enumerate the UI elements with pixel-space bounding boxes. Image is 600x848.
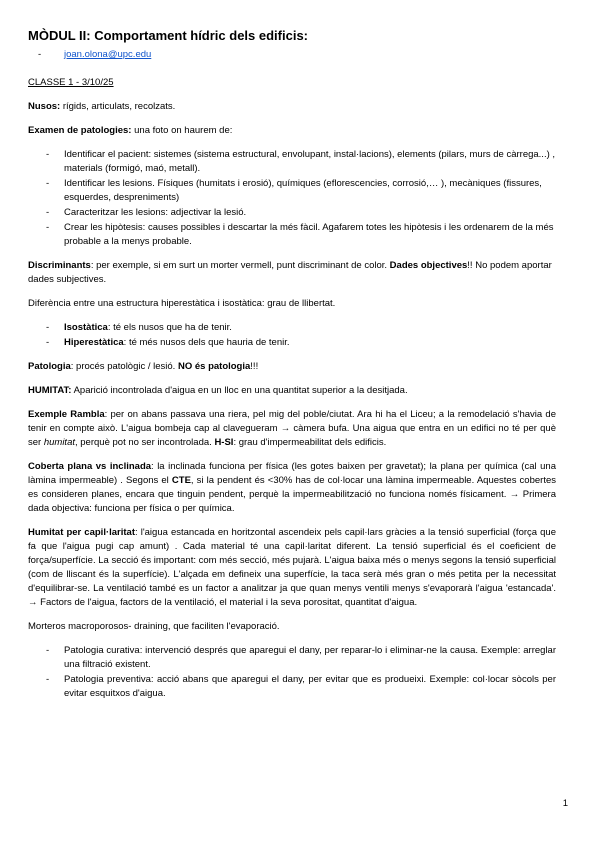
patologia-bold: NO és patologia [177, 361, 251, 372]
humitat-text: Aparició incontrolada d'aigua en un lloc en una quantitat superior a la desitjada. [71, 385, 408, 396]
coberta-text: : la inclinada funciona per física (les gotes baixen per gravetat); la plana per química (cal una làmina impermeable) . Segons el [28, 461, 556, 486]
page-number: 1 [562, 798, 568, 809]
discriminants-text-2: !! No podem aportar dades subjectives. [28, 260, 552, 285]
class-heading: CLASSE 1 - 3/10/25 [28, 77, 114, 88]
examen-label: Examen de patologies: [28, 125, 132, 136]
patologia-types-list [28, 644, 556, 701]
discriminants-text: : per exemple, si em surt un morter vermell, punt discriminant de color. [90, 260, 390, 271]
hiperestatica-label: Hiperestàtica [64, 337, 124, 348]
email-list-item [38, 49, 556, 60]
list-item-text: Patologia preventiva: acció abans que aparegui el dany, per evitar que es produeixi. Exemple: col·locar sòcols per evitar esquitxos d'aigua. [64, 674, 556, 699]
list-item [28, 177, 556, 205]
humitat-paragraph [28, 384, 556, 398]
rambla-italic: humitat [43, 437, 75, 448]
examen-text: una foto on haurem de: [131, 125, 233, 136]
morteros-paragraph: Morteros macroporosos- draining, que faciliten l'evaporació. [28, 621, 280, 632]
nusos-paragraph [28, 100, 556, 114]
list-dash: - [46, 222, 50, 233]
list-item [28, 321, 556, 335]
isostatica-label: Isostàtica [64, 322, 108, 333]
list-item-text: Identificar el pacient: sistemes (sistema estructural, envolupant, instal·lacions), elements (pilars, murs de càrrega...) , materials (formigó, maó, metall). [64, 149, 556, 174]
document-page [28, 28, 556, 711]
estatica-list [28, 321, 556, 350]
rambla-text-3: : grau d'impermeabilitat dels edificis. [233, 437, 387, 448]
coberta-label: Coberta plana vs inclinada [28, 461, 152, 472]
list-item [28, 221, 556, 249]
patologia-text: : procés patològic / lesió. [70, 361, 178, 372]
list-item-text: Caracteritzar les lesions: adjectivar la lesió. [64, 207, 247, 218]
discriminants-paragraph [28, 259, 556, 287]
capil-paragraph [28, 526, 556, 610]
rambla-label: Exemple Rambla [28, 409, 105, 420]
list-item [28, 336, 556, 350]
list-dash: - [46, 178, 50, 189]
list-item-text: Patologia curativa: intervenció després que aparegui el dany, per reparar-lo i eliminar-ne la causa. Exemple: arreglar una filtració existent. [64, 645, 556, 670]
list-item [28, 644, 556, 672]
list-item-text: Identificar les lesions. Físiques (humitats i erosió), químiques (eflorescencies, corrosió,… ), mecàniques (fissures, esquerdes, despreniments) [64, 178, 542, 203]
nusos-text: rígids, articulats, recolzats. [60, 101, 176, 112]
coberta-bold: CTE [171, 475, 191, 486]
diferencia-paragraph: Diferència entre una estructura hiperestàtica i isostàtica: grau de llibertat. [28, 298, 336, 309]
list-dash: - [38, 49, 42, 60]
patologia-text-2: !!! [250, 361, 259, 372]
coberta-text-2: , si la pendent és <30% has de col·locar una làmina impermeable. Aquestes cobertes es consideren planes, encara que tinguin pendent, perquè la impermeabilització no funciona només físicament. → Primera dada objectiva: funciona per física o per química. [28, 475, 556, 514]
examen-list [28, 148, 556, 249]
examen-paragraph [28, 124, 556, 138]
rambla-text-2: , perquè pot no ser incontrolada. [75, 437, 215, 448]
isostatica-text: : té els nusos que ha de tenir. [107, 322, 232, 333]
module-title: MÒDUL II: Comportament hídric dels edificis: [28, 28, 309, 43]
list-dash: - [46, 322, 50, 333]
rambla-bold: H-SI [214, 437, 234, 448]
rambla-paragraph [28, 408, 556, 450]
list-item [28, 148, 556, 176]
list-dash: - [46, 674, 50, 685]
list-item-text: Crear les hipòtesis: causes possibles i descartar la més fàcil. Agafarem totes les hipòtesis i les ordenarem de la més probable a la menys probable. [64, 222, 554, 247]
list-item [28, 673, 556, 701]
rambla-text: : per on abans passava una riera, pel mig del poble/ciutat. Ara hi ha el Liceu; a la remodelació s'havia de tenir en compte això. L'aigua bombeja cap al clavegueram → càmera bufa. Una aigua que entra en un edifici no té per què ser [28, 409, 556, 448]
nusos-label: Nusos: [28, 101, 61, 112]
discriminants-bold: Dades objectives [389, 260, 468, 271]
capil-text: : l'aigua estancada en horitzontal ascendeix pels capil·lars gràcies a la tensió superficial (força que fa que l'aigua pugi cap amunt) . Cada material té una capil·laritat diferent. La tensió superficial és el coeficient de força/superfície. La secció és important: com més secció, més pujarà. L'aigua baixa més o menys segons la tensió superficial (com de lliscant és la superfície). L'alçada em defineix una superfície, la taca serà més gran o més petita per la necessitat d'equilibrar-se. La ventilació també es un factor a analitzar ja que quan menys ventili menys s'evaporarà l'aigua 'estancada'. → Factors de l'aigua, factors de la ventilació, el material i la seva porositat, quantitat d'aigua. [28, 527, 556, 608]
list-dash: - [46, 645, 50, 656]
capil-label: Humitat per capil·laritat [28, 527, 135, 538]
list-dash: - [46, 207, 50, 218]
list-dash: - [46, 149, 50, 160]
discriminants-label: Discriminants [28, 260, 91, 271]
humitat-label: HUMITAT: [28, 385, 72, 396]
list-item [28, 206, 556, 220]
hiperestatica-text: : té més nusos dels que hauria de tenir. [123, 337, 290, 348]
patologia-label: Patologia [28, 361, 71, 372]
coberta-paragraph [28, 460, 556, 516]
list-dash: - [46, 337, 50, 348]
patologia-paragraph [28, 360, 556, 374]
email-link[interactable]: joan.olona@upc.edu [64, 49, 152, 60]
